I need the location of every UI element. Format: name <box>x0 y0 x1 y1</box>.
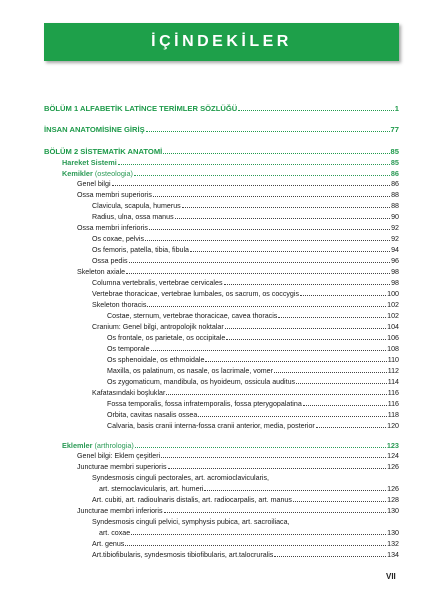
toc-entry-eklemler[interactable] <box>62 441 399 450</box>
toc-entry[interactable] <box>107 422 399 430</box>
toc-entry-label: Juncturae membri superioris <box>77 463 167 471</box>
toc-entry[interactable] <box>107 367 399 375</box>
toc-entry[interactable] <box>107 334 399 342</box>
toc-entry[interactable] <box>92 202 399 210</box>
toc-entry-page: 102 <box>387 301 399 309</box>
toc-entry-page: 106 <box>387 334 399 342</box>
toc-entry-page: 85 <box>390 147 399 156</box>
toc-entry-label: Radius, ulna, ossa manus <box>92 213 174 221</box>
dot-leader <box>274 372 387 373</box>
toc-entry[interactable] <box>77 191 399 199</box>
dot-leader <box>190 251 390 252</box>
dot-leader <box>204 490 386 491</box>
dot-leader <box>224 284 391 285</box>
toc-entry-chapter-2[interactable] <box>44 147 399 156</box>
dot-leader <box>163 153 389 154</box>
toc-entry-label: Juncturae membri inferioris <box>77 507 163 515</box>
toc-entry-page: 92 <box>391 235 399 243</box>
page-number: VII <box>386 572 396 581</box>
dot-leader <box>135 447 386 448</box>
toc-entry-label: Maxilla, os palatinum, os nasale, os lacrimale, vomer <box>107 367 273 375</box>
toc-entry-label: Os femoris, patella, tibia, fibula <box>92 246 189 254</box>
toc-entry-page: 126 <box>387 485 399 493</box>
toc-entry[interactable] <box>92 301 399 309</box>
toc-entry-label: Vertebrae thoracicae, vertebrae lumbales, os sacrum, os coccygis <box>92 290 299 298</box>
toc-entry-label: Columna vertebralis, vertebrae cervicales <box>92 279 223 287</box>
dot-leader <box>146 131 390 132</box>
dot-leader <box>225 328 386 329</box>
toc-entry-label: Costae, sternum, vertebrae thoracicae, cavea thoracis <box>107 312 278 320</box>
toc-entry[interactable] <box>92 551 399 559</box>
dot-leader <box>293 501 386 502</box>
toc-entry-label: art. coxae <box>99 529 131 537</box>
toc-entry-label: Skeleton axiale <box>77 268 126 276</box>
toc-entry[interactable] <box>77 463 399 471</box>
toc-entry[interactable] <box>77 452 399 460</box>
toc-entry-page: 130 <box>387 507 399 515</box>
dot-leader <box>182 207 390 208</box>
toc-entry[interactable] <box>92 257 399 265</box>
toc-entry-label: BÖLÜM 2 SİSTEMATİK ANATOMİ <box>44 147 163 156</box>
toc-entry-label: Os coxae, pelvis <box>92 235 145 243</box>
toc-entry[interactable] <box>92 235 399 243</box>
dot-leader <box>168 468 387 469</box>
toc-entry-page: 96 <box>391 257 399 265</box>
toc-entry-page: 108 <box>387 345 399 353</box>
toc-entry-page: 77 <box>390 125 399 134</box>
dot-leader <box>151 350 387 351</box>
toc-entry[interactable] <box>77 268 399 276</box>
dot-leader <box>131 534 386 535</box>
dot-leader <box>129 262 391 263</box>
toc-title: İÇİNDEKİLER <box>151 33 292 50</box>
toc-entry[interactable] <box>92 540 399 548</box>
toc-entry-label: Kemikler <box>62 169 93 178</box>
toc-entry-label: Hareket Sistemi <box>62 158 117 167</box>
toc-entry-page: 128 <box>387 496 399 504</box>
toc-entry-chapter-1[interactable] <box>44 104 399 113</box>
toc-entry-page: 88 <box>391 202 399 210</box>
toc-entry[interactable] <box>92 279 399 287</box>
dot-leader <box>112 185 391 186</box>
toc-entry[interactable] <box>92 290 399 298</box>
toc-entry-label: Ossa membri inferioris <box>77 224 148 232</box>
toc-entry-label: Skeleton thoracis <box>92 301 147 309</box>
toc-entry-sublabel: (osteologia) <box>92 169 133 178</box>
toc-entry-label: art. sternoclavicularis, art. humeri <box>99 485 204 493</box>
toc-entry[interactable] <box>107 400 399 408</box>
toc-entry[interactable] <box>77 224 399 232</box>
toc-entry-page: 104 <box>387 323 399 331</box>
toc-entry-page: 86 <box>390 169 399 178</box>
toc-entry-label: Os zygomaticum, mandibula, os hyoideum, ossicula auditus <box>107 378 296 386</box>
toc-entry-label: Os frontale, os parietale, os occipitale <box>107 334 226 342</box>
toc-entry-page: 114 <box>387 378 399 386</box>
toc-entry[interactable] <box>107 345 399 353</box>
dot-leader <box>238 110 394 111</box>
dot-leader <box>278 317 386 318</box>
toc-entry[interactable] <box>92 496 399 504</box>
dot-leader <box>145 240 390 241</box>
dot-leader <box>198 416 386 417</box>
toc-entry-page: 112 <box>387 367 399 375</box>
toc-entry-page: 1 <box>394 104 399 113</box>
toc-entry-page: 130 <box>387 529 399 537</box>
toc-entry-page: 118 <box>387 411 399 419</box>
toc-entry-wrapped-line: Syndesmosis cinguli pelvici, symphysis pubica, art. sacroiliaca, <box>92 518 290 526</box>
toc-entry-label: Genel bilgi: Eklem çeşitleri <box>77 452 161 460</box>
toc-entry-page: 126 <box>387 463 399 471</box>
toc-entry[interactable] <box>107 411 399 419</box>
dot-leader <box>134 175 390 176</box>
dot-leader <box>316 427 386 428</box>
toc-entry-hareket-sistemi[interactable] <box>62 158 399 167</box>
toc-entry-label: Fossa temporalis, fossa infratemporalis, fossa pterygopalatina <box>107 400 302 408</box>
dot-leader <box>274 556 386 557</box>
toc-entry-label: Os temporale <box>107 345 150 353</box>
toc-entry-page: 85 <box>390 158 399 167</box>
dot-leader <box>118 164 390 165</box>
dot-leader <box>296 383 387 384</box>
toc-entry-label: Genel bilgi <box>77 180 111 188</box>
toc-entry-page: 116 <box>387 389 399 397</box>
dot-leader <box>175 218 390 219</box>
toc-entry[interactable] <box>77 507 399 515</box>
toc-entry-label: Kafatasındaki boşluklar <box>92 389 166 397</box>
toc-entry[interactable] <box>92 323 399 331</box>
toc-entry-page: 124 <box>387 452 399 460</box>
toc-entry-page: 86 <box>391 180 399 188</box>
toc-entry-page: 132 <box>387 540 399 548</box>
dot-leader <box>205 361 386 362</box>
toc-entry-page: 98 <box>391 268 399 276</box>
toc-entry-page: 134 <box>387 551 399 559</box>
dot-leader <box>166 394 386 395</box>
toc-entry-label: BÖLÜM 1 ALFABETİK LATİNCE TERİMLER SÖZLÜĞÜ <box>44 104 238 113</box>
toc-entry[interactable] <box>107 378 399 386</box>
toc-entry-label: Orbita, cavitas nasalis ossea <box>107 411 198 419</box>
toc-entry-label: Calvaria, basis cranii interna-fossa cranii anterior, media, posterior <box>107 422 315 430</box>
toc-entry-label: Art. genus <box>92 540 125 548</box>
dot-leader <box>126 273 390 274</box>
dot-leader <box>125 545 386 546</box>
toc-entry-page: 102 <box>387 312 399 320</box>
toc-entry[interactable] <box>99 485 399 493</box>
toc-entry-label: Ossa membri superioris <box>77 191 152 199</box>
toc-entry-label: Art.tibiofibularis, syndesmosis tibiofibularis, art.talocruralis <box>92 551 274 559</box>
toc-entry[interactable] <box>107 356 399 364</box>
toc-entry[interactable] <box>92 213 399 221</box>
toc-entry[interactable] <box>77 180 399 188</box>
toc-entry-label: Os sphenoidale, os ethmoidale <box>107 356 205 364</box>
toc-entry-page: 123 <box>386 441 399 450</box>
dot-leader <box>303 405 387 406</box>
toc-entry-sublabel: (arthrologia) <box>92 441 134 450</box>
toc-entry-page: 94 <box>391 246 399 254</box>
toc-entry-page: 92 <box>391 224 399 232</box>
toc-entry-label: Ossa pedis <box>92 257 128 265</box>
toc-entry-page: 116 <box>387 400 399 408</box>
toc-entry[interactable] <box>92 246 399 254</box>
toc-entry-wrapped-line: Syndesmosis cinguli pectorales, art. acromioclavicularis, <box>92 474 270 482</box>
dot-leader <box>149 229 390 230</box>
toc-header-banner <box>44 23 399 61</box>
toc-entry-page: 120 <box>387 422 399 430</box>
toc-entry-kemikler[interactable] <box>62 169 399 178</box>
dot-leader <box>226 339 386 340</box>
toc-entry[interactable] <box>99 529 399 537</box>
dot-leader <box>153 196 390 197</box>
toc-entry-label: Art. cubiti, art. radioulnaris distalis, art. radiocarpalis, art. manus <box>92 496 292 504</box>
toc-entry-label: Eklemler <box>62 441 93 450</box>
dot-leader <box>300 295 386 296</box>
toc-entry-label: Cranium: Genel bilgi, antropolojik noktalar <box>92 323 224 331</box>
toc-entry-intro[interactable] <box>44 125 399 134</box>
toc-entry-label: İNSAN ANATOMİSİNE GİRİŞ <box>44 125 145 134</box>
toc-entry-page: 88 <box>391 191 399 199</box>
toc-entry-page: 110 <box>387 356 399 364</box>
toc-entry-page: 90 <box>391 213 399 221</box>
toc-entry-page: 100 <box>387 290 399 298</box>
toc-entry[interactable] <box>107 312 399 320</box>
toc-entry-page: 98 <box>391 279 399 287</box>
dot-leader <box>147 306 386 307</box>
dot-leader <box>164 512 387 513</box>
toc-entry[interactable] <box>92 389 399 397</box>
dot-leader <box>161 457 386 458</box>
toc-entry-label: Clavicula, scapula, humerus <box>92 202 181 210</box>
